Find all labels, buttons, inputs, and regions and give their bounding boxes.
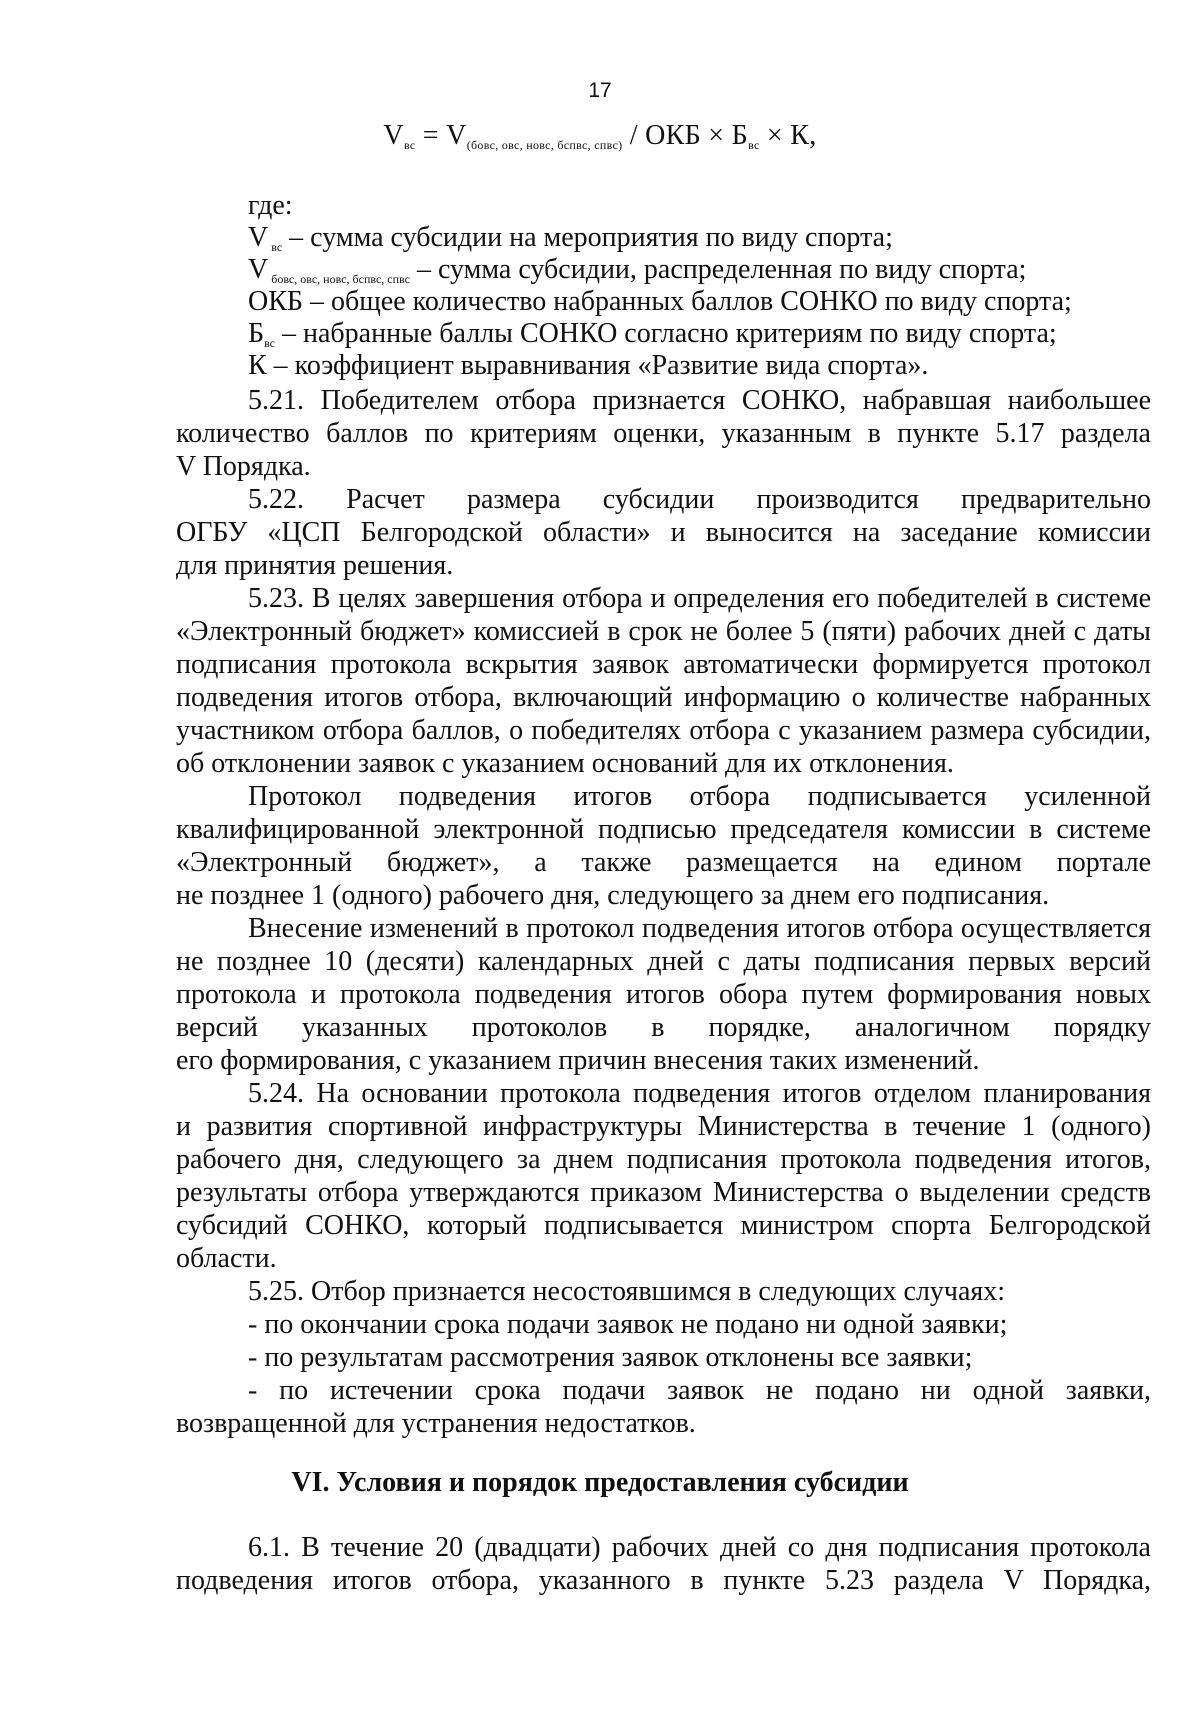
- paragraph-changes-line: Внесение изменений в протокол подведения итогов отбора осуществляется: [248, 913, 1151, 944]
- list-item: - по результатам рассмотрения заявок отклонены все заявки;: [248, 1342, 973, 1373]
- list-item: - по истечении срока подачи заявок не подано ни одной заявки,: [248, 1375, 1151, 1406]
- paragraph-protocol-line: квалифицированной электронной подписью председателя комиссии в системе: [176, 814, 1151, 845]
- paragraph-5-21-line: количество баллов по критериям оценки, указанным в пункте 5.17 раздела: [176, 418, 1151, 449]
- paragraph-5-23-line: подписания протокола вскрытия заявок автоматически формируется протокол: [176, 649, 1151, 680]
- paragraph-5-24-line: субсидий СОНКО, который подписывается министром спорта Белгородской: [176, 1210, 1151, 1241]
- paragraph-5-23-line: участником отбора баллов, о победителях отбора с указанием размера субсидии,: [176, 715, 1151, 746]
- paragraph-changes-line: не позднее 10 (десяти) календарных дней с даты подписания первых версий: [176, 946, 1151, 977]
- definition-subscript: вс: [268, 240, 283, 254]
- definition-symbol: Б: [248, 318, 265, 349]
- paragraph-6-1-line: подведения итогов отбора, указанного в пункте 5.23 раздела V Порядка,: [176, 1565, 1151, 1596]
- paragraph-5-24-line: результаты отбора утверждаются приказом Министерства о выделении средств: [176, 1177, 1151, 1208]
- definition-symbol: V: [248, 254, 269, 285]
- definition-vvs: [248, 222, 1151, 254]
- paragraph-5-22-line: 5.22. Расчет размера субсидии производится предварительно: [248, 484, 1151, 515]
- paragraph-5-23-line: об отклонении заявок с указанием оснований для их отклонения.: [176, 748, 954, 779]
- list-item: - по окончании срока подачи заявок не подано ни одной заявки;: [248, 1309, 1008, 1340]
- formula-rhs-subscript: вс: [748, 138, 760, 152]
- paragraph-5-24-line: рабочего дня, следующего за днем подписания протокола подведения итогов,: [176, 1144, 1151, 1175]
- paragraph-5-24-line: и развития спортивной инфраструктуры Министерства в течение 1 (одного): [176, 1111, 1151, 1142]
- formula-lhs-subscript: вс: [403, 138, 416, 152]
- paragraph-5-23-line: «Электронный бюджет» комиссией в срок не более 5 (пяти) рабочих дней с даты: [176, 616, 1151, 647]
- definition-text: – набранные баллы СОНКО согласно критериям по виду спорта;: [275, 318, 1057, 349]
- definition-text: – сумма субсидии на мероприятия по виду спорта;: [282, 222, 893, 253]
- paragraph-5-25-line: 5.25. Отбор признается несостоявшимся в следующих случаях:: [248, 1276, 1006, 1307]
- formula-mid-subscript: (бовс, овс, новс, бспвс, спвс): [466, 138, 623, 152]
- definition-text: – сумма субсидии, распределенная по виду спорта;: [409, 254, 1027, 285]
- definition-okb: ОКБ – общее количество набранных баллов СОНКО по виду спорта;: [248, 286, 1072, 317]
- formula-equals: = V: [415, 120, 467, 151]
- list-item-continuation: возвращенной для устранения недостатков.: [176, 1408, 696, 1439]
- formula-tail: × К,: [759, 120, 817, 151]
- paragraph-5-23-line: 5.23. В целях завершения отбора и определения его победителей в системе: [248, 583, 1151, 614]
- paragraph-changes-line: версий указанных протоколов в порядке, аналогичном порядку: [176, 1012, 1151, 1043]
- paragraph-6-1-line: 6.1. В течение 20 (двадцати) рабочих дней со дня подписания протокола: [248, 1532, 1151, 1563]
- paragraph-protocol-line: Протокол подведения итогов отбора подписывается усиленной: [248, 781, 1151, 812]
- formula-rhs: / ОКБ × Б: [622, 120, 749, 151]
- definition-subscript: вс: [264, 336, 275, 350]
- definition-k: К – коэффициент выравнивания «Развитие вида спорта».: [248, 350, 929, 381]
- formula-lhs: V: [383, 120, 404, 151]
- definition-symbol: V: [248, 222, 269, 253]
- where-label: где:: [248, 190, 293, 221]
- formula: [0, 120, 1200, 153]
- paragraph-protocol-line: «Электронный бюджет», а также размещается на едином портале: [176, 847, 1151, 878]
- paragraph-5-21-line: V Порядка.: [176, 451, 311, 482]
- page-number: 17: [588, 79, 612, 102]
- paragraph-5-24-line: области.: [176, 1243, 277, 1274]
- section-heading: VI. Условия и порядок предоставления субсидии: [291, 1467, 909, 1498]
- paragraph-5-22-line: ОГБУ «ЦСП Белгородской области» и выносится на заседание комиссии: [176, 517, 1151, 548]
- paragraph-5-22-line: для принятия решения.: [176, 550, 454, 581]
- paragraph-5-21-line: 5.21. Победителем отбора признается СОНКО, набравшая наибольшее: [248, 385, 1151, 416]
- paragraph-5-23-line: подведения итогов отбора, включающий информацию о количестве набранных: [176, 682, 1151, 713]
- definition-bvs: [248, 318, 1151, 350]
- definition-vbovs: [248, 254, 1151, 286]
- paragraph-changes-line: протокола и протокола подведения итогов обора путем формирования новых: [176, 979, 1151, 1010]
- paragraph-changes-line: его формирования, с указанием причин внесения таких изменений.: [176, 1045, 980, 1076]
- paragraph-5-24-line: 5.24. На основании протокола подведения итогов отделом планирования: [248, 1078, 1151, 1109]
- paragraph-protocol-line: не позднее 1 (одного) рабочего дня, следующего за днем его подписания.: [176, 880, 1050, 911]
- definition-subscript: бовс, овс, новс, бспвс, спвс: [268, 272, 410, 286]
